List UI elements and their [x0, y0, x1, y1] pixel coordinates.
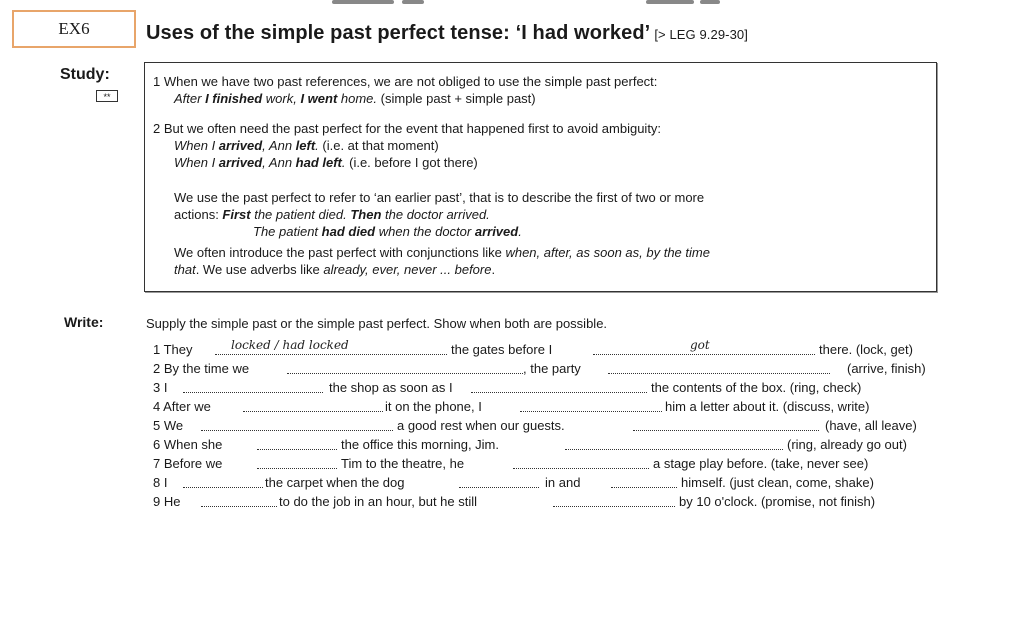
- text-part: (i.e. at that moment): [318, 138, 439, 153]
- text-part: arrived: [218, 138, 263, 153]
- item-text: , the party: [523, 361, 581, 376]
- text-part: , Ann: [262, 155, 296, 170]
- text-part: arrived: [218, 155, 263, 170]
- item-text: 1 They: [153, 342, 193, 357]
- difficulty-stars: **: [96, 90, 118, 102]
- text-part: the patient died.: [250, 207, 351, 222]
- text-part: . We use adverbs like: [195, 262, 324, 277]
- text-part: Then: [350, 207, 382, 222]
- answer-blank[interactable]: [459, 475, 539, 488]
- answer-blank[interactable]: [513, 456, 649, 469]
- item-text: (arrive, finish): [847, 361, 926, 376]
- exercise-item-9: [153, 494, 953, 512]
- item-text: by 10 o'clock. (promise, not finish): [679, 494, 876, 509]
- text-part: already, ever, never ... before: [323, 262, 492, 277]
- text-part: .: [518, 224, 522, 239]
- study-example-2a: [174, 137, 439, 154]
- item-text: there. (lock, get): [819, 342, 913, 357]
- item-text: 7 Before we: [153, 456, 223, 471]
- answer-blank[interactable]: [611, 475, 677, 488]
- answer-blank[interactable]: [183, 475, 263, 488]
- text-part: I finished: [205, 91, 263, 106]
- study-point-3-line-2: [174, 206, 490, 223]
- item-text: 3 I: [153, 380, 168, 395]
- text-part: I went: [300, 91, 338, 106]
- study-box: [144, 62, 937, 292]
- answer-blank[interactable]: [257, 437, 337, 450]
- exercise-item-8: [153, 475, 953, 493]
- item-text: (have, all leave): [825, 418, 917, 433]
- exercise-item-6: [153, 437, 953, 455]
- answer-blank[interactable]: [257, 456, 337, 469]
- exercise-item-7: [153, 456, 953, 474]
- item-text: the gates before I: [451, 342, 553, 357]
- item-text: himself. (just clean, come, shake): [681, 475, 874, 490]
- item-text: 9 He: [153, 494, 181, 509]
- text-part: when, after, as soon as, by the time: [505, 245, 710, 260]
- item-text: the office this morning, Jim.: [341, 437, 499, 452]
- answer-blank[interactable]: [183, 380, 323, 393]
- cropped-top-strip: [0, 0, 1024, 8]
- study-label: Study:: [60, 66, 110, 83]
- item-text: 8 I: [153, 475, 168, 490]
- text-part: had left: [295, 155, 342, 170]
- text-part: , Ann: [262, 138, 296, 153]
- exercise-item-2: [153, 361, 953, 379]
- study-point-3-line-3: [253, 223, 522, 240]
- text-part: work,: [262, 91, 301, 106]
- answer-blank[interactable]: [243, 399, 383, 412]
- text-part: .: [341, 155, 346, 170]
- study-example-2b: [174, 154, 478, 171]
- item-text: (ring, already go out): [787, 437, 907, 452]
- item-text: a stage play before. (take, never see): [653, 456, 869, 471]
- answer-blank[interactable]: [287, 361, 523, 374]
- exercise-item-3: [153, 380, 953, 398]
- item-text: 6 When she: [153, 437, 223, 452]
- text-part: when the doctor: [375, 224, 475, 239]
- text-part: The patient: [253, 224, 322, 239]
- text-part: (simple past + simple past): [377, 91, 536, 106]
- text-part: After: [174, 91, 206, 106]
- item-text: the shop as soon as I: [329, 380, 453, 395]
- item-text: 5 We: [153, 418, 184, 433]
- answer-blank[interactable]: [201, 418, 393, 431]
- text-part: that: [174, 262, 196, 277]
- answer-blank[interactable]: [520, 399, 662, 412]
- text-part: (i.e. before I got there): [345, 155, 478, 170]
- item-text: Tim to the theatre, he: [341, 456, 465, 471]
- write-label: Write:: [64, 314, 104, 330]
- exercise-item-5: [153, 418, 953, 436]
- exercise-title: [146, 22, 748, 45]
- answer-blank[interactable]: [633, 418, 819, 431]
- answer-blank[interactable]: [471, 380, 647, 393]
- text-part: arrived: [474, 224, 519, 239]
- item-text: the carpet when the dog: [265, 475, 405, 490]
- text-part: left: [295, 138, 316, 153]
- item-text: 4 After we: [153, 399, 211, 414]
- text-part: First: [222, 207, 251, 222]
- text-part: When I: [174, 138, 219, 153]
- item-text: to do the job in an hour, but he still: [279, 494, 478, 509]
- handwritten-answer: got: [690, 338, 710, 352]
- item-text: it on the phone, I: [385, 399, 482, 414]
- item-text: him a letter about it. (discuss, write): [665, 399, 870, 414]
- write-instruction: Supply the simple past or the simple past perfect. Show when both are possible.: [146, 316, 608, 331]
- answer-blank[interactable]: [201, 494, 277, 507]
- text-part: We often introduce the past perfect with conjunctions like: [174, 245, 506, 260]
- study-example-1: [174, 90, 536, 107]
- text-part: When I: [174, 155, 219, 170]
- item-text: the contents of the box. (ring, check): [651, 380, 862, 395]
- text-part: had died: [321, 224, 376, 239]
- handwritten-answer: locked / had locked: [231, 338, 349, 352]
- title-text: Uses of the simple past perfect tense: ‘I had worked’: [146, 22, 651, 44]
- exercise-id: EX6: [58, 19, 90, 38]
- text-part: .: [315, 138, 319, 153]
- answer-blank[interactable]: [553, 494, 675, 507]
- study-point-1: 1 When we have two past references, we are not obliged to use the simple past perfect:: [153, 74, 658, 89]
- text-part: actions:: [174, 207, 223, 222]
- item-text: a good rest when our guests.: [397, 418, 565, 433]
- answer-blank[interactable]: [608, 361, 830, 374]
- study-point-4-line-2: [174, 261, 495, 278]
- item-text: in and: [545, 475, 581, 490]
- study-point-4-line-1: [174, 244, 710, 261]
- study-point-3-line-1: We use the past perfect to refer to ‘an earlier past’, that is to describe the first of two or more: [174, 190, 705, 205]
- answer-blank[interactable]: [565, 437, 783, 450]
- study-point-2: 2 But we often need the past perfect for the event that happened first to avoid ambiguity:: [153, 121, 662, 136]
- text-part: home.: [337, 91, 378, 106]
- exercise-item-4: [153, 399, 953, 417]
- item-text: 2 By the time we: [153, 361, 250, 376]
- text-part: .: [491, 262, 496, 277]
- exercise-id-box: [12, 10, 136, 48]
- title-reference: [> LEG 9.29-30]: [654, 27, 748, 42]
- text-part: the doctor arrived.: [381, 207, 490, 222]
- exercise-item-1: [153, 338, 953, 360]
